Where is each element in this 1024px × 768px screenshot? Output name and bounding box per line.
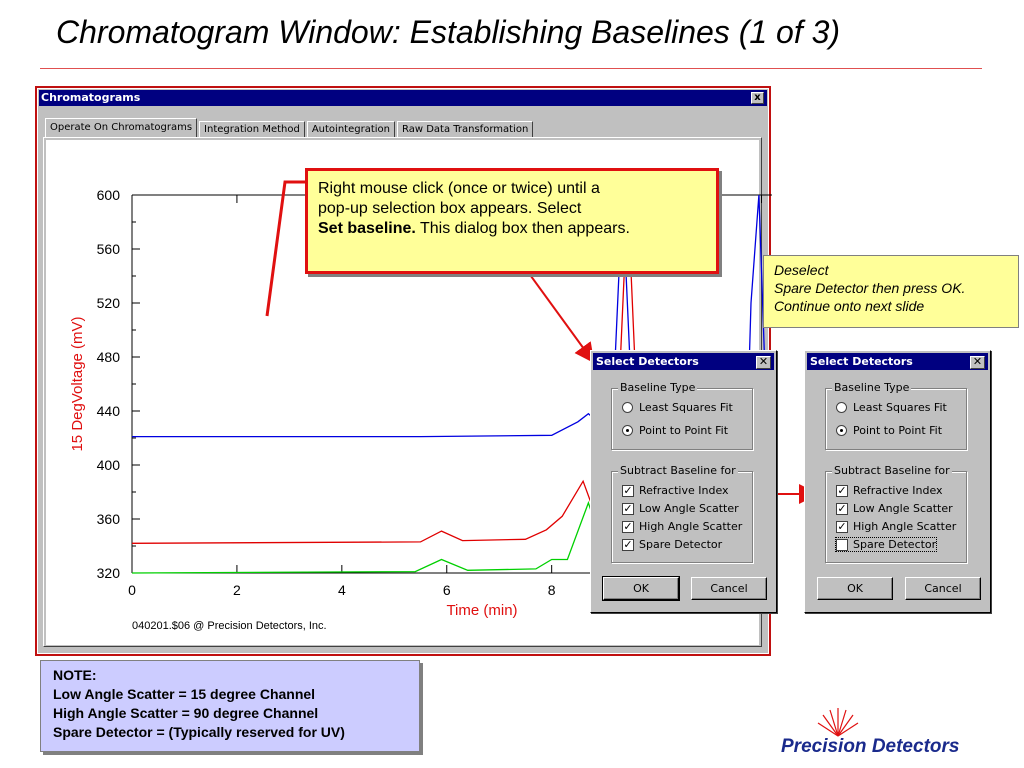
radio-button-selected[interactable] xyxy=(836,425,847,436)
ok-button[interactable]: OK xyxy=(817,577,893,600)
select-detectors-dialog-after xyxy=(804,350,991,613)
x-axis-label: Time (min) xyxy=(446,602,518,619)
window-close-button[interactable]: x xyxy=(751,92,764,104)
x-tick-label: 8 xyxy=(547,582,556,598)
radio-point-to-point[interactable]: Point to Point Fit xyxy=(836,424,942,437)
check-high-angle-scatter[interactable]: ✓ High Angle Scatter xyxy=(623,519,743,533)
check-low-angle-scatter[interactable]: ✓ Low Angle Scatter xyxy=(837,501,953,515)
tab-operate-on-chromatograms[interactable]: Operate On Chromatograms xyxy=(45,118,197,138)
window-titlebar[interactable] xyxy=(39,90,767,106)
check-high-angle-scatter[interactable]: ✓ High Angle Scatter xyxy=(837,519,957,533)
dialog-titlebar[interactable]: Select Detectors ✕ xyxy=(593,353,774,370)
check-spare-detector[interactable]: ✓ Spare Detector xyxy=(623,537,723,551)
y-tick-label: 360 xyxy=(96,511,120,527)
dialog-close-button[interactable]: ✕ xyxy=(970,356,985,369)
y-tick-label: 520 xyxy=(96,295,120,311)
x-tick-label: 2 xyxy=(233,582,241,598)
slide-title: Chromatogram Window: Establishing Baselines (1 of 3) xyxy=(56,14,841,50)
x-tick-label: 6 xyxy=(442,582,451,598)
dialog-close-button[interactable]: ✕ xyxy=(756,356,771,369)
tab-raw-data-transformation[interactable]: Raw Data Transformation xyxy=(397,121,533,138)
radio-least-squares[interactable]: Least Squares Fit xyxy=(836,401,947,414)
y-tick-label: 480 xyxy=(96,349,120,365)
tab-autointegration[interactable]: Autointegration xyxy=(307,121,395,138)
starburst-icon xyxy=(808,706,868,740)
check-refractive-index[interactable]: ✓ Refractive Index xyxy=(837,483,943,497)
x-tick-label: 4 xyxy=(337,582,346,598)
subtract-baseline-group: Subtract Baseline for ✓ Refractive Index ✓ Low Angle Scatter ✓ High Angle Scatter ✓ Spare Detector xyxy=(611,471,753,563)
baseline-type-group: Baseline Type Least Squares Fit Point to Point Fit xyxy=(825,388,967,450)
radio-point-to-point[interactable]: Point to Point Fit xyxy=(622,424,728,437)
dialog-titlebar[interactable]: Select Detectors ✕ xyxy=(807,353,988,370)
check-spare-detector[interactable]: Spare Detector xyxy=(836,538,936,551)
chart-footer-text: 040201.$06 @ Precision Detectors, Inc. xyxy=(132,620,327,632)
check-refractive-index[interactable]: ✓ Refractive Index xyxy=(623,483,729,497)
ok-button[interactable]: OK xyxy=(603,577,679,600)
tab-integration-method[interactable]: Integration Method xyxy=(199,121,305,138)
baseline-type-group: Baseline Type Least Squares Fit Point to Point Fit xyxy=(611,388,753,450)
logo-text: Precision Detectors xyxy=(781,736,960,757)
window-title: Chromatograms xyxy=(41,91,141,104)
radio-button-selected[interactable] xyxy=(622,425,633,436)
title-divider xyxy=(40,68,982,69)
cancel-button[interactable]: Cancel xyxy=(691,577,767,600)
y-tick-label: 440 xyxy=(96,403,120,419)
cancel-button[interactable]: Cancel xyxy=(905,577,981,600)
y-tick-label: 560 xyxy=(96,241,120,257)
y-tick-label: 320 xyxy=(96,565,120,581)
precision-detectors-logo xyxy=(778,706,1018,762)
y-axis-label: 15 DegVoltage (mV) xyxy=(69,316,86,452)
subtract-baseline-group: Subtract Baseline for ✓ Refractive Index ✓ Low Angle Scatter ✓ High Angle Scatter Spare Detector xyxy=(825,471,967,563)
radio-button[interactable] xyxy=(836,402,847,413)
y-tick-label: 600 xyxy=(96,187,120,203)
note-box: NOTE: Low Angle Scatter = 15 degree Channel High Angle Scatter = 90 degree Channel Spare Detector = (Typically reserved for UV) xyxy=(40,660,420,752)
select-detectors-dialog-before xyxy=(590,350,777,613)
tab-bar xyxy=(45,118,535,138)
x-tick-label: 0 xyxy=(128,582,136,598)
radio-least-squares[interactable]: Least Squares Fit xyxy=(622,401,733,414)
deselect-callout: Deselect Spare Detector then press OK. Continue onto next slide xyxy=(763,255,1019,328)
check-low-angle-scatter[interactable]: ✓ Low Angle Scatter xyxy=(623,501,739,515)
y-tick-label: 400 xyxy=(96,457,120,473)
instruction-callout: Right mouse click (once or twice) until a pop-up selection box appears. Select Set baseline. This dialog box then appears. xyxy=(305,168,719,274)
radio-button[interactable] xyxy=(622,402,633,413)
